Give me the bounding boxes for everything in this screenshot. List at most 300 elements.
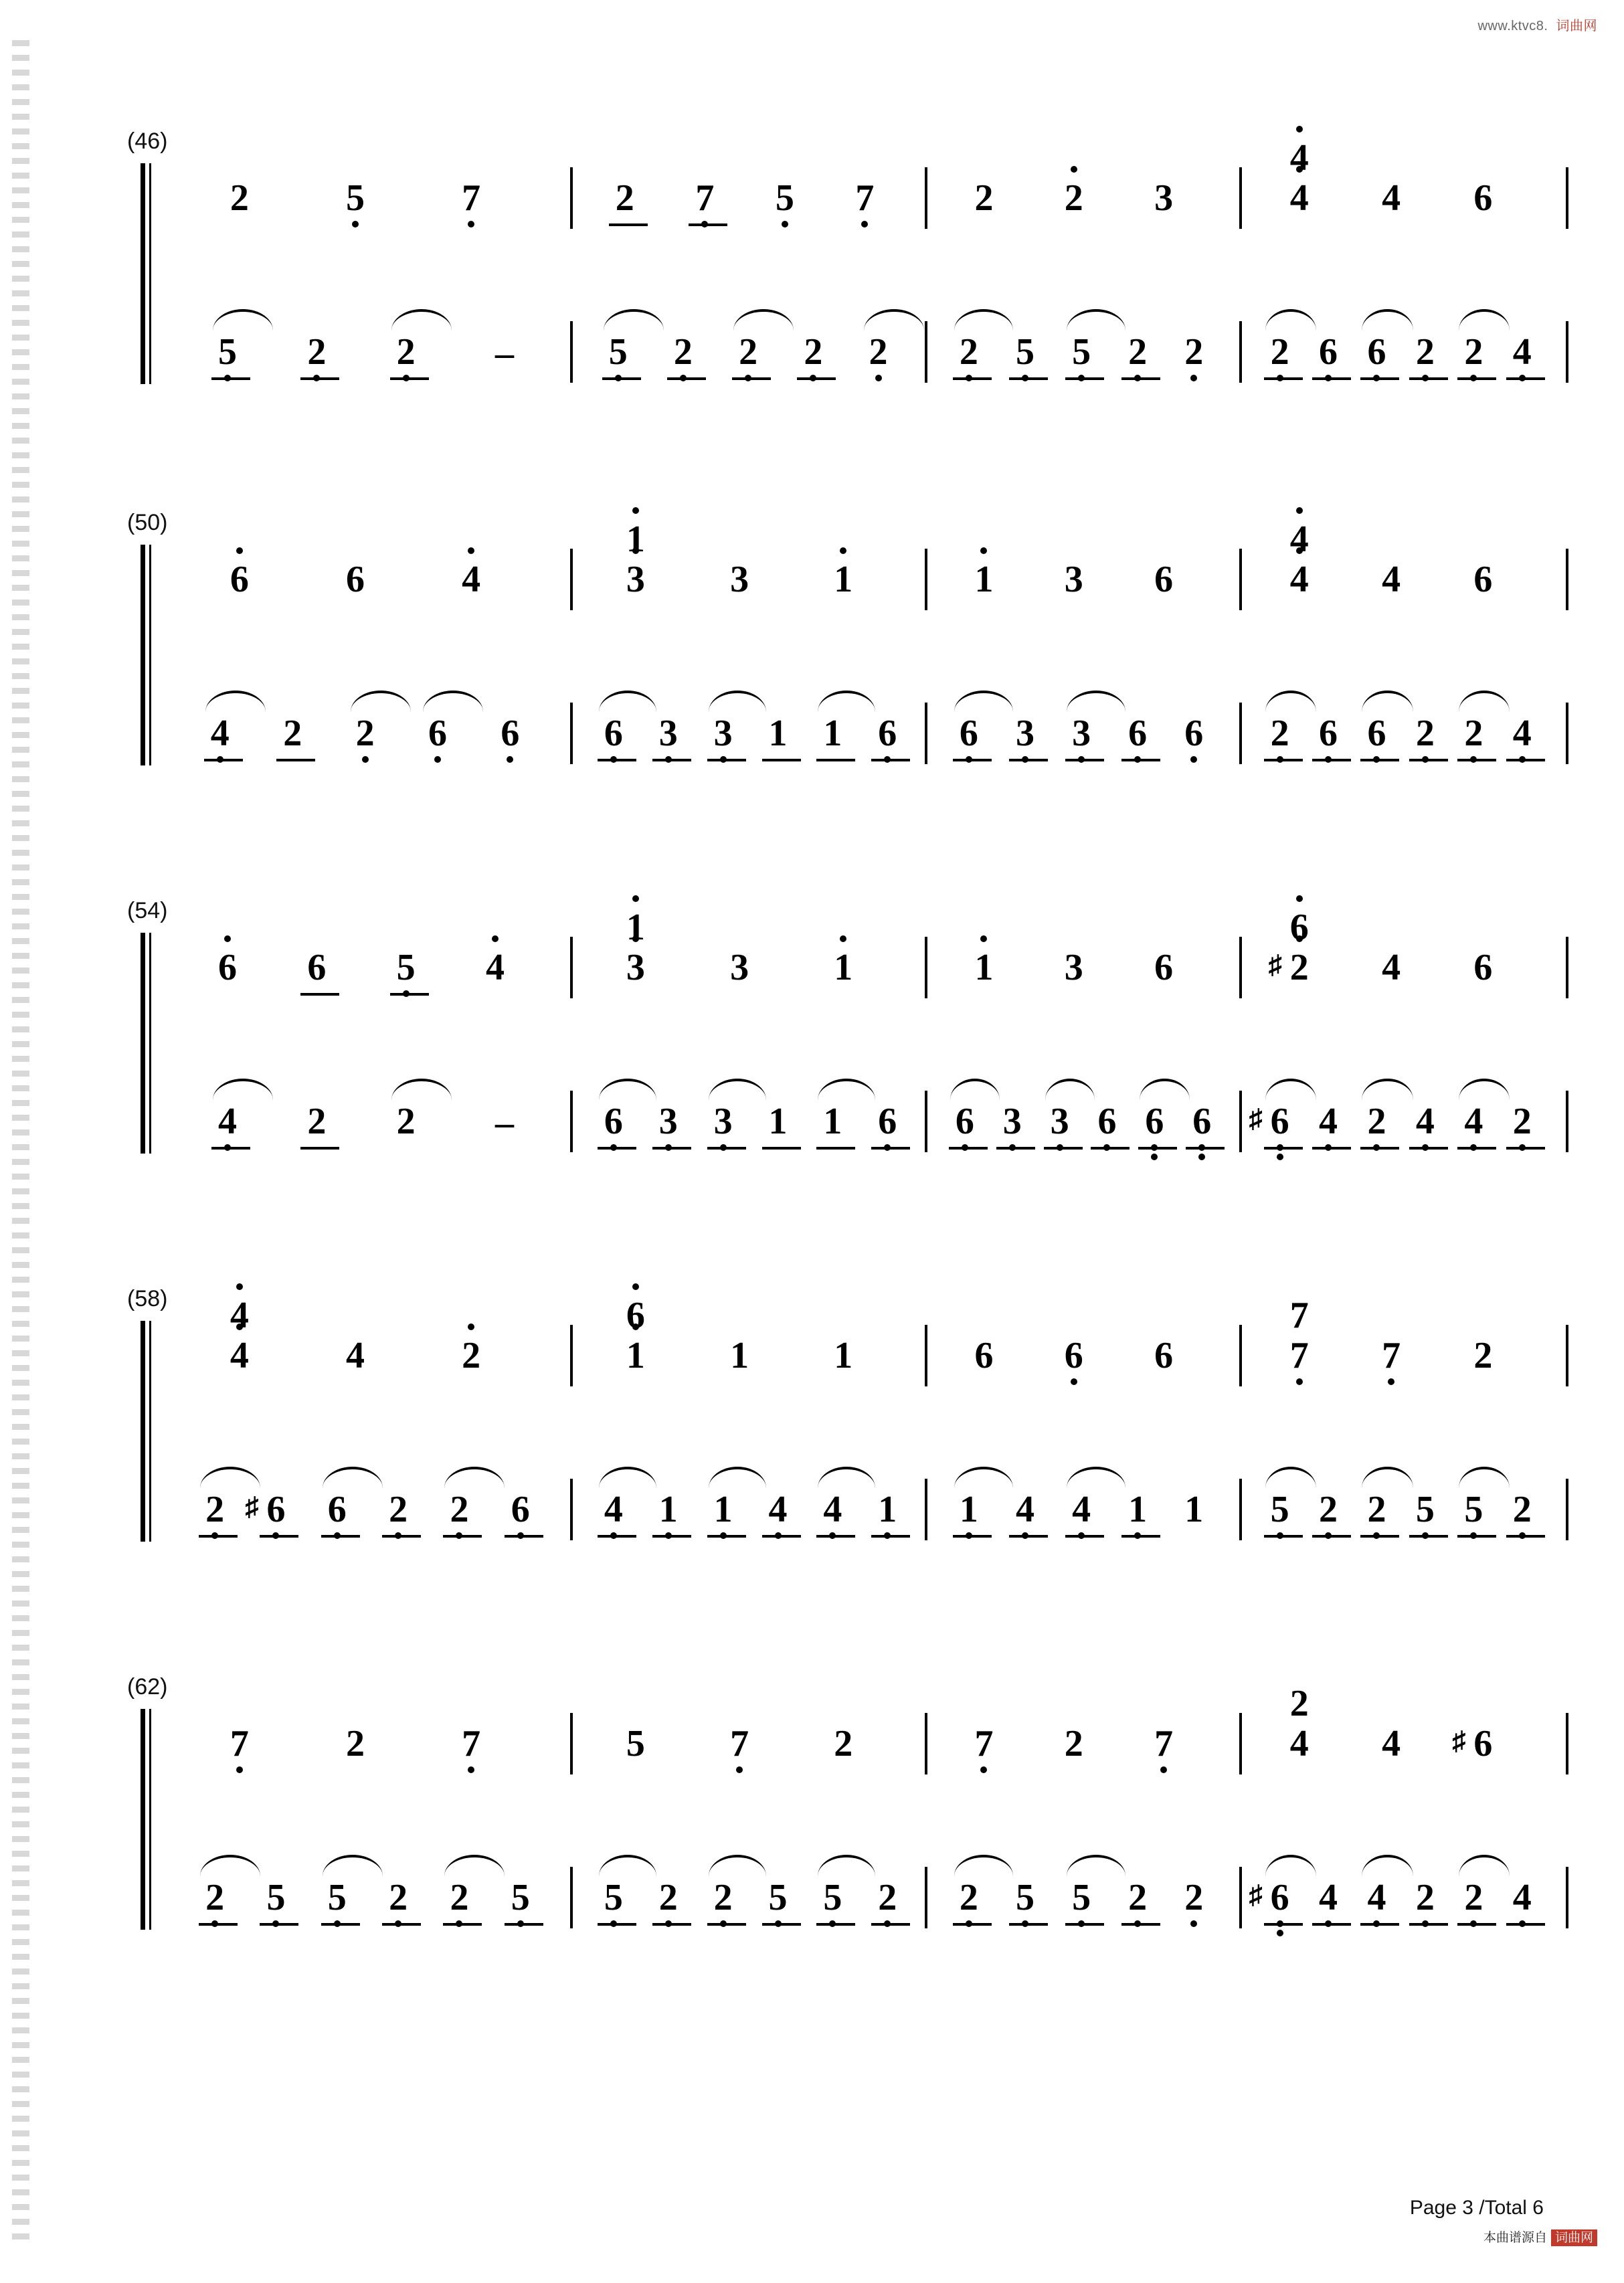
beam-underline — [1009, 1923, 1048, 1926]
barline-end — [1566, 321, 1568, 383]
beam-underline — [1065, 1535, 1104, 1538]
barline — [570, 1713, 573, 1774]
slur-arc — [709, 1079, 766, 1100]
watermark-bottom-brand: 词曲网 — [1551, 2229, 1597, 2246]
note: 1 — [730, 1335, 749, 1376]
note: 3 — [622, 561, 649, 598]
beam-underline — [443, 1535, 482, 1538]
octave-dot-above — [468, 1323, 474, 1330]
slur-arc — [1459, 1467, 1510, 1488]
beam-underline — [390, 993, 429, 996]
note: 4 — [1289, 1723, 1309, 1764]
slur-arc — [391, 1079, 452, 1100]
note: 5 — [1012, 1879, 1039, 1916]
note: 6 — [346, 559, 365, 600]
staff-row-upper — [161, 137, 1499, 248]
slur-arc — [1362, 1467, 1413, 1488]
note: 6 — [1188, 1103, 1215, 1140]
note: 3 — [1047, 1103, 1073, 1140]
beam-underline — [949, 1147, 988, 1150]
note: 6 — [214, 949, 241, 986]
note: 1 — [768, 713, 788, 754]
note: 3 — [710, 715, 737, 752]
note: 5 — [342, 179, 369, 217]
beam-underline — [652, 1147, 691, 1150]
note: 6 — [1473, 559, 1493, 600]
barline-end — [1566, 937, 1568, 998]
note: 5 — [393, 949, 420, 986]
beam-underline — [1360, 377, 1399, 380]
barline — [925, 937, 927, 998]
note: 2 — [1180, 333, 1207, 371]
chord-note: 4 — [1286, 521, 1313, 558]
beam-underline — [1009, 377, 1048, 380]
octave-dot-below — [861, 221, 868, 227]
sharp-accidental: ♯ — [1249, 1880, 1263, 1910]
beam-underline — [390, 377, 429, 380]
note: 2 — [710, 1879, 737, 1916]
beam-underline — [1264, 759, 1303, 761]
note: 4 — [226, 1337, 253, 1374]
note: 6 — [1363, 715, 1390, 752]
note: 6 — [600, 715, 627, 752]
beam-underline — [382, 1923, 421, 1926]
staff-row-lower — [161, 1091, 1532, 1171]
slur-arc — [1265, 1079, 1316, 1100]
beam-underline — [300, 1147, 339, 1150]
note: 5 — [1068, 333, 1095, 371]
note: 4 — [458, 561, 484, 598]
note: 4 — [1382, 559, 1401, 600]
note: 2 — [1267, 715, 1293, 752]
beam-underline — [260, 1535, 298, 1538]
slur-arc — [599, 1079, 656, 1100]
note: 5 — [605, 333, 632, 371]
note: 5 — [600, 1879, 627, 1916]
beam-underline — [1360, 1535, 1399, 1538]
note: 2 — [1363, 1103, 1390, 1140]
note: 2 — [1412, 715, 1439, 752]
beam-underline — [762, 759, 801, 761]
octave-dot-below — [1388, 1378, 1394, 1385]
note: 3 — [999, 1103, 1026, 1140]
note: 4 — [1315, 1879, 1342, 1916]
note: 2 — [201, 1879, 228, 1916]
note: 2 — [956, 333, 982, 371]
slur-arc — [391, 309, 452, 331]
slur-arc — [818, 1079, 875, 1100]
note: 2 — [446, 1491, 472, 1528]
note: 2 — [393, 333, 420, 371]
note: ♯ 6 — [1452, 1723, 1493, 1764]
chord-note: 4 — [1286, 139, 1313, 177]
note: 2 — [1460, 715, 1487, 752]
beam-underline — [1506, 759, 1545, 761]
note: 2 — [1061, 179, 1087, 217]
page-footer: Page 3 /Total 6 — [1409, 2197, 1544, 2219]
barline — [1239, 1325, 1242, 1386]
note: 4 — [1412, 1103, 1439, 1140]
beam-underline — [1138, 1147, 1177, 1150]
slur-arc — [1265, 691, 1316, 712]
sharp-accidental: ♯ — [1249, 1103, 1263, 1133]
beam-underline — [762, 1923, 801, 1926]
chord-note: 1 — [622, 521, 649, 558]
note: 4 — [819, 1491, 846, 1528]
chord-note: 2 — [1289, 1683, 1309, 1724]
slur-arc — [1265, 1855, 1316, 1876]
barline-end — [1566, 703, 1568, 764]
beam-underline — [1264, 1923, 1303, 1926]
beam-underline — [1506, 377, 1545, 380]
beam-underline — [953, 377, 992, 380]
barline-end — [1566, 1867, 1568, 1928]
note: 2 — [834, 1723, 853, 1764]
octave-dot-above — [468, 547, 474, 554]
slur-arc — [709, 1855, 766, 1876]
beam-underline — [1264, 1147, 1303, 1150]
slur-arc — [323, 1855, 383, 1876]
note: 2 — [735, 333, 761, 371]
beam-underline — [598, 1147, 636, 1150]
note: ♯ 6 — [1267, 1103, 1293, 1140]
beam-underline — [1409, 1535, 1448, 1538]
octave-dot-above — [840, 935, 846, 942]
beam-underline — [667, 377, 706, 380]
beam-underline — [1009, 759, 1048, 761]
beam-underline — [871, 759, 910, 761]
slur-arc — [954, 691, 1013, 712]
octave-dot-above — [224, 935, 231, 942]
note: 4 — [1509, 333, 1536, 371]
octave-dot-below — [1190, 756, 1197, 763]
note: 2 — [956, 1879, 982, 1916]
barline — [570, 321, 573, 383]
note: 2 — [1509, 1491, 1536, 1528]
barline — [1239, 1867, 1242, 1928]
beam-underline — [1409, 1923, 1448, 1926]
beam-underline — [321, 1535, 360, 1538]
note: 2 — [974, 177, 994, 219]
barline — [570, 167, 573, 229]
beam-underline — [797, 377, 836, 380]
note: 2 — [458, 1337, 484, 1374]
octave-dot-above — [492, 935, 499, 942]
note: 4 — [1382, 177, 1401, 219]
note: 5 — [819, 1879, 846, 1916]
barline — [925, 1867, 927, 1928]
note: 3 — [730, 559, 749, 600]
beam-underline — [1360, 1923, 1399, 1926]
barline — [1239, 1091, 1242, 1152]
beam-underline — [652, 1535, 691, 1538]
octave-dot-below-2 — [1277, 1154, 1283, 1160]
octave-dot-below — [468, 221, 474, 227]
note: 4 — [600, 1491, 627, 1528]
beam-underline — [1009, 1535, 1048, 1538]
chord-note: 1 — [622, 909, 649, 946]
beam-underline — [598, 1535, 636, 1538]
beam-underline — [1065, 377, 1104, 380]
note: 3 — [1064, 559, 1083, 600]
slur-arc — [818, 1467, 875, 1488]
note: 4 — [1012, 1491, 1039, 1528]
slur-arc — [205, 691, 266, 712]
note: 4 — [1286, 561, 1313, 598]
slur-arc — [213, 1079, 273, 1100]
note: 6 — [1154, 1335, 1174, 1376]
note: 2 — [1124, 333, 1151, 371]
beam-underline — [1044, 1147, 1083, 1150]
note: 4 — [214, 1103, 241, 1140]
note: 7 — [1150, 1725, 1177, 1762]
note: ♯ 6 — [262, 1491, 289, 1528]
note: 7 — [1286, 1337, 1313, 1374]
note-dash: – — [495, 333, 514, 374]
note: 4 — [1363, 1879, 1390, 1916]
sharp-accidental: ♯ — [1452, 1726, 1466, 1756]
note: 6 — [874, 1103, 901, 1140]
octave-dot-above — [980, 547, 987, 554]
staff-row-upper — [161, 1295, 1499, 1405]
barline — [1239, 1713, 1242, 1774]
beam-underline — [1121, 1535, 1160, 1538]
note: 2 — [1412, 1879, 1439, 1916]
staff-row-lower — [161, 1867, 1532, 1947]
note: 3 — [1064, 947, 1083, 988]
beam-underline — [199, 1923, 238, 1926]
barline — [570, 703, 573, 764]
note: 5 — [1267, 1491, 1293, 1528]
beam-underline — [732, 377, 771, 380]
beam-underline — [211, 377, 250, 380]
note: ♯ 2 — [1286, 949, 1313, 986]
note: 1 — [1124, 1491, 1151, 1528]
note: 2 — [1473, 1335, 1493, 1376]
grand-staff-brace — [126, 545, 153, 765]
beam-underline — [953, 1923, 992, 1926]
note: 3 — [655, 1103, 682, 1140]
beam-underline — [1457, 1147, 1496, 1150]
note: 2 — [307, 1101, 327, 1142]
note: 6 — [1154, 947, 1174, 988]
slur-arc — [818, 691, 875, 712]
staff-row-lower — [161, 703, 1532, 783]
note: 6 — [1315, 333, 1342, 371]
octave-dot-below-2 — [1198, 1154, 1205, 1160]
note: 6 — [974, 1335, 994, 1376]
beam-underline — [1506, 1923, 1545, 1926]
staff-row-lower — [161, 1479, 1532, 1559]
note: 2 — [396, 1101, 416, 1142]
note: 1 — [956, 1491, 982, 1528]
barline — [925, 1325, 927, 1386]
barline — [925, 549, 927, 610]
slur-arc — [323, 1467, 383, 1488]
beam-underline — [707, 1147, 746, 1150]
barline — [1239, 321, 1242, 383]
measure-number-label: (54) — [127, 898, 168, 923]
note: 1 — [1184, 1489, 1204, 1530]
barline — [925, 703, 927, 764]
note: 6 — [424, 715, 451, 752]
chord-note: 6 — [622, 1297, 649, 1334]
octave-dot-above — [236, 1283, 243, 1290]
slur-arc — [213, 309, 273, 331]
note: 4 — [346, 1335, 365, 1376]
note: 3 — [655, 715, 682, 752]
octave-dot-below — [507, 756, 513, 763]
note: 2 — [1124, 1879, 1151, 1916]
note: 3 — [1154, 177, 1174, 219]
octave-dot-below — [980, 1766, 987, 1773]
grand-staff-brace — [126, 1709, 153, 1930]
slur-arc — [1459, 1079, 1510, 1100]
grand-staff-brace — [126, 933, 153, 1154]
note: 5 — [1012, 333, 1039, 371]
slur-arc — [351, 691, 411, 712]
note: 1 — [768, 1101, 788, 1142]
octave-dot-below — [352, 221, 359, 227]
note: 1 — [655, 1491, 682, 1528]
octave-dot-above — [632, 895, 639, 902]
beam-underline — [505, 1923, 543, 1926]
note: 6 — [1124, 715, 1151, 752]
chord-note: 7 — [1289, 1295, 1309, 1336]
note: 5 — [626, 1723, 645, 1764]
slur-arc — [444, 1855, 505, 1876]
note: 4 — [482, 949, 509, 986]
slur-arc — [954, 309, 1013, 331]
note: 7 — [851, 179, 878, 217]
note: 6 — [1473, 947, 1493, 988]
note: 1 — [823, 713, 842, 754]
note-dash: – — [495, 1102, 514, 1144]
note: 2 — [800, 333, 826, 371]
beam-underline — [204, 759, 243, 761]
measure-number-label: (58) — [127, 1286, 168, 1311]
beam-underline — [816, 1923, 855, 1926]
staff-row-upper — [161, 1683, 1499, 1793]
note: 2 — [385, 1491, 412, 1528]
barline-end — [1566, 1479, 1568, 1540]
slur-arc — [709, 691, 766, 712]
barline — [570, 937, 573, 998]
slur-arc — [1459, 309, 1510, 331]
octave-dot-below-2 — [1277, 1930, 1283, 1936]
beam-underline — [602, 377, 641, 380]
staff-row-lower — [161, 321, 1532, 401]
note: 6 — [324, 1491, 351, 1528]
beam-underline — [652, 1923, 691, 1926]
octave-dot-below — [782, 221, 788, 227]
beam-underline — [1312, 377, 1351, 380]
note: 6 — [1061, 1337, 1087, 1374]
beam-underline — [1312, 1535, 1351, 1538]
note: 2 — [1412, 333, 1439, 371]
chord-note: 4 — [226, 1297, 253, 1334]
note: 1 — [823, 1101, 842, 1142]
note: 4 — [1382, 947, 1401, 988]
note: 1 — [622, 1337, 649, 1374]
beam-underline — [300, 377, 339, 380]
note: 6 — [497, 715, 523, 752]
note: 4 — [765, 1491, 792, 1528]
note: 6 — [226, 561, 253, 598]
note: 5 — [1068, 1879, 1095, 1916]
watermark-top-url: www.ktvc8. — [1477, 19, 1548, 33]
slur-arc — [1459, 1855, 1510, 1876]
octave-dot-below — [1160, 1766, 1167, 1773]
note: ♯ 6 — [1267, 1879, 1293, 1916]
note: 2 — [670, 333, 697, 371]
barline — [570, 1479, 573, 1540]
note: 4 — [1460, 1103, 1487, 1140]
beam-underline — [707, 1535, 746, 1538]
note: 4 — [1509, 1879, 1536, 1916]
beam-underline — [1312, 1147, 1351, 1150]
note: 2 — [283, 713, 302, 754]
beam-underline — [1360, 1147, 1399, 1150]
note: 2 — [201, 1491, 228, 1528]
barline — [1239, 549, 1242, 610]
note: 2 — [1460, 333, 1487, 371]
watermark-top-brand: 词曲网 — [1556, 19, 1597, 33]
beam-underline — [1506, 1147, 1545, 1150]
slur-arc — [1067, 691, 1125, 712]
beam-underline — [1312, 759, 1351, 761]
note: 2 — [230, 177, 249, 219]
watermark-bottom — [1483, 2227, 1597, 2246]
note: 5 — [1412, 1491, 1439, 1528]
slur-arc — [1265, 309, 1316, 331]
octave-dot-below — [736, 1766, 743, 1773]
octave-dot-above — [632, 1283, 639, 1290]
octave-dot-above — [1296, 507, 1303, 514]
note: 1 — [874, 1491, 901, 1528]
beam-underline — [1186, 1147, 1225, 1150]
note: 5 — [262, 1879, 289, 1916]
slur-arc — [599, 1855, 656, 1876]
slur-arc — [444, 1467, 505, 1488]
beam-underline — [211, 1147, 250, 1150]
beam-underline — [652, 759, 691, 761]
octave-dot-below — [1296, 1378, 1303, 1385]
beam-underline — [260, 1923, 298, 1926]
note: 6 — [1315, 715, 1342, 752]
octave-dot-below — [1190, 375, 1197, 381]
slur-arc — [1067, 1467, 1125, 1488]
grand-staff-brace — [126, 163, 153, 384]
note: 4 — [207, 715, 234, 752]
beam-underline — [871, 1147, 910, 1150]
barline-end — [1566, 1713, 1568, 1774]
note: 7 — [726, 1725, 753, 1762]
sharp-accidental: ♯ — [245, 1491, 259, 1522]
beam-underline — [762, 1535, 801, 1538]
note: 2 — [303, 333, 330, 371]
beam-underline — [1457, 1923, 1496, 1926]
beam-underline — [707, 759, 746, 761]
beam-underline — [816, 1147, 855, 1150]
beam-underline — [1506, 1535, 1545, 1538]
beam-underline — [1409, 377, 1448, 380]
beam-underline — [598, 759, 636, 761]
barline — [1239, 937, 1242, 998]
note: 2 — [1460, 1879, 1487, 1916]
note: 4 — [1382, 1723, 1401, 1764]
beam-underline — [689, 223, 727, 226]
